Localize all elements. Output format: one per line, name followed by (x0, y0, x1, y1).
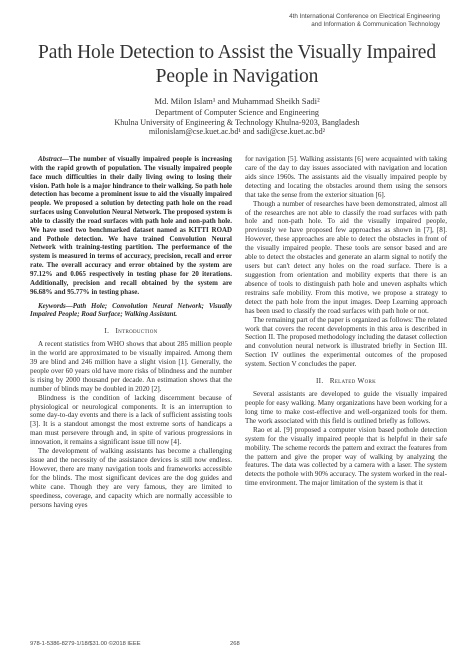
left-column (30, 155, 232, 510)
keywords-values: Path Hole; Convolution Neural Network; Visually Impaired People; Road Surface; Walking Assistant. (30, 301, 232, 319)
related-paragraph-1: Several assistants are developed to guide the visually impaired people for easy walking. Many organizations have been working for a long time to make cost-effective and well-organized tools for them. The work associated with this field is outlined briefly as follows. (245, 390, 447, 425)
footer-page-number: 268 (230, 641, 240, 647)
section-number: I. (104, 327, 110, 336)
conference-line-1: 4th International Conference on Electrical Engineering (289, 13, 440, 20)
section-number: II. (315, 377, 324, 386)
author-department: Department of Computer Science and Engineering (155, 107, 319, 117)
conference-header (200, 13, 440, 29)
intro-paragraph-5: Though a number of researches have been demonstrated, almost all of the researches are not able to classify the road surfaces with path hole and non-path hole. To aid the visually impaired people, previously we have proposed few approaches as shown in [7], [8]. However, these approaches are able to detect the obstacles in front of the visually impaired people. These tools are sensor based and are able to detect the obstacles and generate an alarm signal to notify the users but can't detect any holes on the road surface. There is a suggestion from orientation and mobility experts that there is an absence of tools to distinguish path hole and uneven asphalts which restrains safe mobility. From this motive, we propose a strategy to detect the path hole from the input images. Deep Learning approach has been used to classify the road surfaces with path hole or not. (245, 199, 447, 315)
author-block (30, 97, 444, 137)
title-line-1: Path Hole Detection to Assist the Visually Impaired (38, 42, 436, 63)
author-emails: milonislam@cse.kuet.ac.bd¹ and sadi@cse.kuet.ac.bd² (148, 127, 326, 137)
abstract-lead: Abstract (38, 155, 62, 163)
section-title: Related Work (329, 377, 377, 386)
intro-paragraph-2: Blindness is the condition of lacking discernment because of physiological or neurological components. It is an interruption to some day-to-day events and there is a lack of sufficient assisting tools [3]. It is a standout amongst the most extreme sorts of handicaps a man must persevere through and, in spite of various progressions in innovation, it remains a significant issue till now [4]. (30, 393, 232, 447)
intro-paragraph-1: A recent statistics from WHO shows that about 285 million people in the world are approximated to be visually impaired. Among them 39 are blind and 246 million have a slight vision [1]. Generally, the people over 60 years old have more risks of blindness and the number is rising by 2000 thousand per decade. An estimation shows that the number of blinds may be doubled in 2020 [2]. (30, 340, 232, 393)
related-paragraph-2: Rao et al. [9] proposed a computer vision based pothole detection system for the visually impaired people that is helpful in their safe mobility. The scheme records the pattern and extract the features from the pattern and give the proper way of walking by analyzing the features. The data was collected by a camera with a laser. The system detects the pothole with 90% accuracy. The system worked in the real-time environment. The major limitation of the system is that it (245, 425, 447, 488)
abstract-dash: — (61, 155, 69, 163)
abstract-text: The number of visually impaired people is increasing with the rapid growth of population. The visually impaired people face much difficulties in their daily living owing to losing their vision. Path hole is a major hindrance to their walking. So path hole detection has become a prominent issue to aid the visually impaired people. We proposed a solution by detecting path hole on the road surfaces using Convolution Neural Network. The proposed system is able to classify the road surfaces with path hole and non-path hole. We have used two benchmarked dataset named as KITTI ROAD and Pothole detection. We have trained Convolution Neural Network with training-testing partition. The performance of the system is measured in terms of accuracy, precision, recall and error rate. The overall accuracy and error obtained by the system are 97.12% and 0.065 respectively in testing phase for 20 iterations. Additionally, precision and recall obtained by the system are 96.68% and 95.77% in testing phase. (30, 155, 232, 296)
conference-line-2: and Information & Communication Technology (311, 21, 440, 28)
author-affiliation: Khulna University of Engineering & Technology Khulna-9203, Bangladesh (114, 117, 360, 127)
keywords-label: Keywords— (38, 301, 73, 310)
footer-isbn: 978-1-5386-8279-1/18/$31.00 ©2018 IEEE (30, 641, 141, 647)
paper-title (20, 41, 454, 89)
right-column (245, 155, 447, 488)
title-line-2: People in Navigation (155, 66, 319, 87)
keywords (30, 302, 232, 320)
author-names: Md. Milon Islam¹ and Muhammad Sheikh Sadi² (154, 96, 320, 106)
intro-paragraph-4: for navigation [5]. Walking assistants [6] were acquainted with taking care of the day to day issues associated with navigation and location aids since 1960s. The assistants aid the visually impaired people by detecting and locating the obstacles around them using the sensors that take the sense from the exterior situation [6]. (245, 155, 447, 199)
abstract (30, 155, 232, 297)
intro-paragraph-3: The development of walking assistants has become a challenging issue and the necessity of the assistance devices is still now endless. However, there are many navigation tools and frameworks accessible for the blinds. The most significant devices are the dog guides and white cane. Though they are very famous, they are limited to speediness, coverage, and capacity which are normally accessible to persons having eyes (30, 447, 232, 509)
section-heading-introduction (30, 327, 232, 336)
intro-paragraph-6: The remaining part of the paper is organized as follows: The related work that covers the recent developments in this area is described in Section II. The proposed methodology including the dataset collection and convolution neural network is illustrated briefly in Section III. Section IV outlines the experimental outcomes of the proposed system. Section V concludes the paper. (245, 315, 447, 369)
section-title: Introduction (115, 327, 158, 336)
section-heading-related-work (245, 377, 447, 386)
